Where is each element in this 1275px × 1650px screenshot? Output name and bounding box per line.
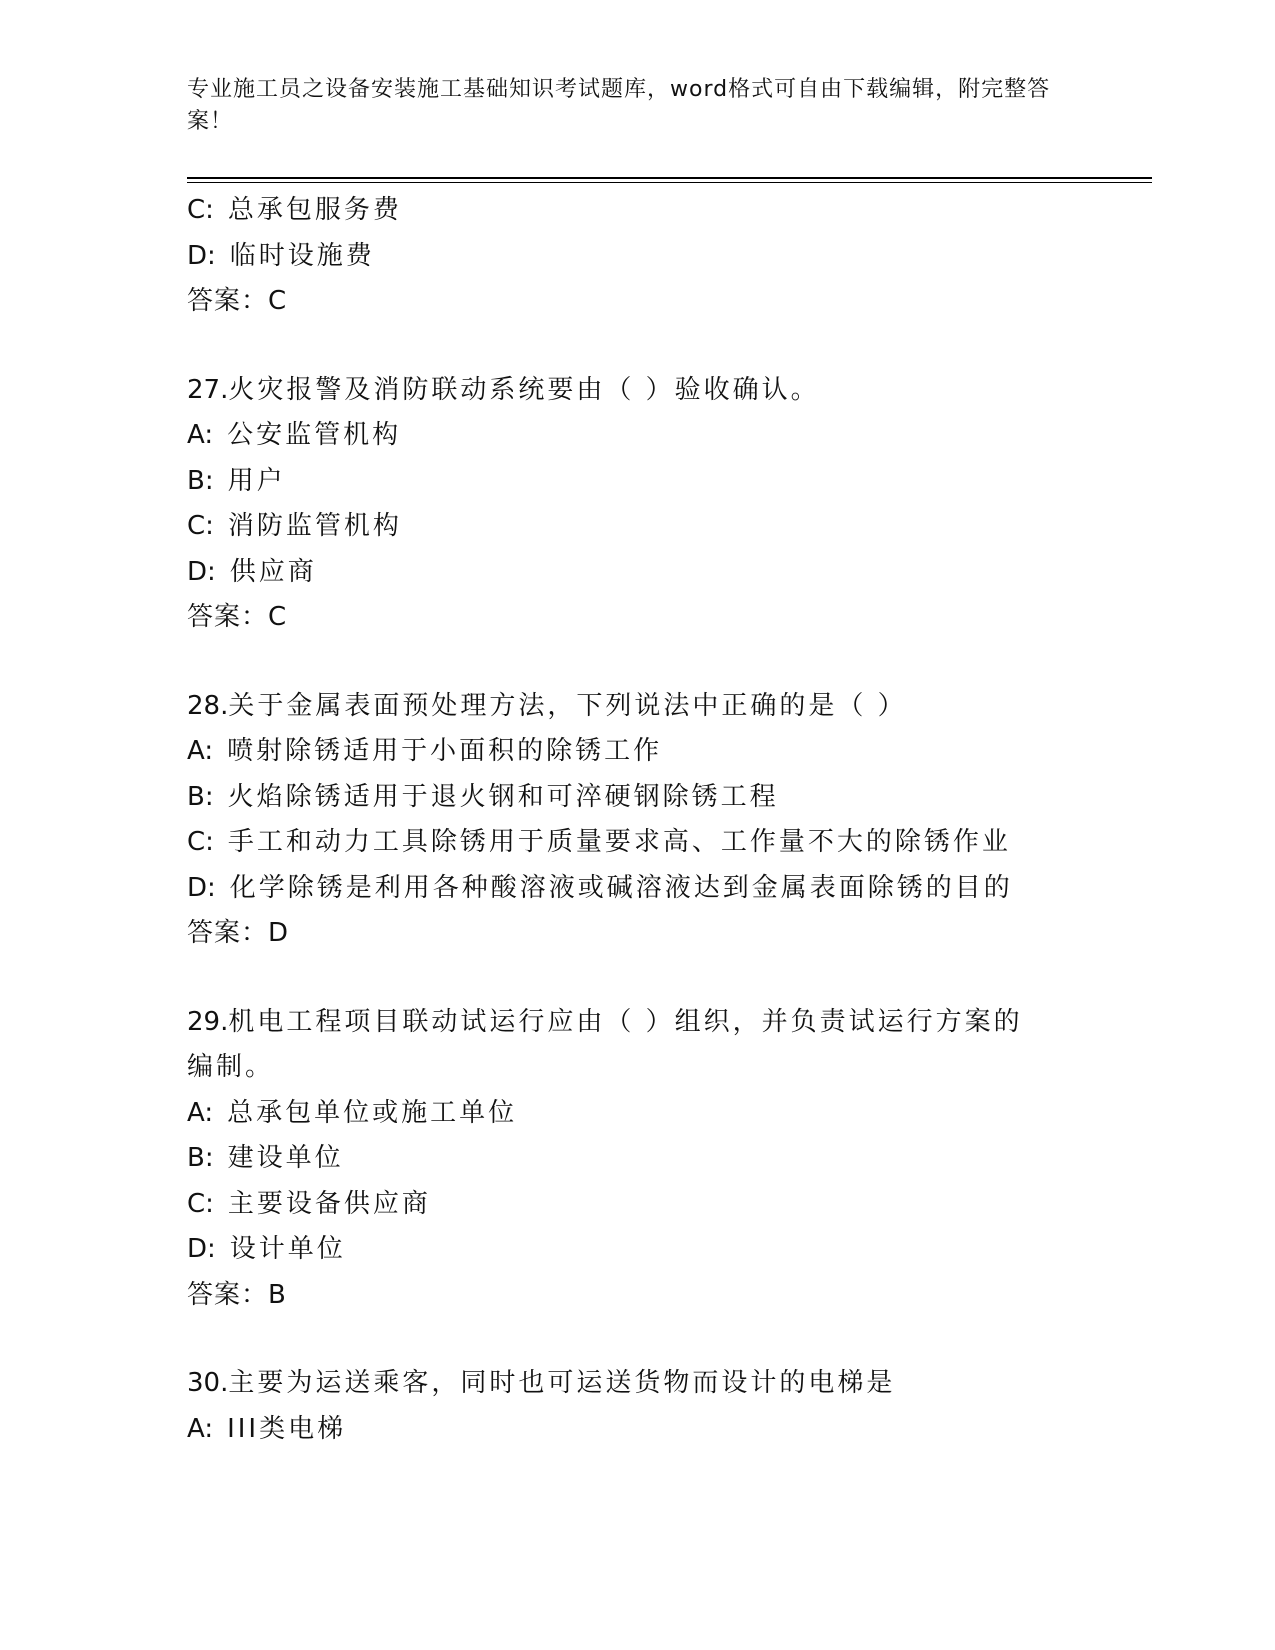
- document-header: 专业施工员之设备安装施工基础知识考试题库，word格式可自由下载编辑，附完整答案！: [187, 77, 1051, 134]
- answer: 答案：B: [187, 1279, 287, 1310]
- question-text: 28.关于金属表面预处理方法，下列说法中正确的是（ ）: [187, 690, 907, 721]
- question-block-27: [187, 368, 1087, 641]
- option-b: B: 火焰除锈适用于退火钢和可淬硬钢除锈工程: [187, 781, 779, 812]
- option-d: D: 设计单位: [187, 1234, 346, 1264]
- option-d: D: 供应商: [187, 556, 317, 587]
- option-c: C: 消防监管机构: [187, 511, 402, 541]
- question-content: [187, 188, 1087, 1452]
- option-c: C: 总承包服务费: [187, 195, 402, 225]
- option-a: A: 喷射除锈适用于小面积的除锈工作: [187, 736, 663, 766]
- option-c: C: 主要设备供应商: [187, 1188, 431, 1219]
- option-c: C: 手工和动力工具除锈用于质量要求高、工作量不大的除锈作业: [187, 827, 1011, 857]
- answer: 答案：C: [187, 602, 288, 632]
- option-a: A: 总承包单位或施工单位: [187, 1097, 518, 1128]
- option-b: B: 用户: [187, 465, 286, 496]
- option-b: B: 建设单位: [187, 1143, 344, 1173]
- question-text: 27.火灾报警及消防联动系统要由（ ）验收确认。: [187, 374, 820, 405]
- option-a: A: III类电梯: [187, 1413, 347, 1444]
- question-block-28: [187, 684, 1087, 957]
- answer: 答案：C: [187, 286, 288, 316]
- option-d: D: 化学除锈是利用各种酸溶液或碱溶液达到金属表面除锈的目的: [187, 872, 1013, 903]
- question-block-30: [187, 1361, 1087, 1452]
- header-divider: [187, 177, 1152, 183]
- answer: 答案：D: [187, 918, 290, 948]
- question-block-29: [187, 1000, 1087, 1319]
- question-text: 30.主要为运送乘客，同时也可运送货物而设计的电梯是: [187, 1368, 896, 1398]
- question-text: 29.机电工程项目联动试运行应由（ ）组织，并负责试运行方案的编制。: [187, 1006, 1023, 1082]
- option-a: A: 公安监管机构: [187, 420, 402, 450]
- option-d: D: 临时设施费: [187, 240, 375, 271]
- question-block-26: [187, 188, 1087, 325]
